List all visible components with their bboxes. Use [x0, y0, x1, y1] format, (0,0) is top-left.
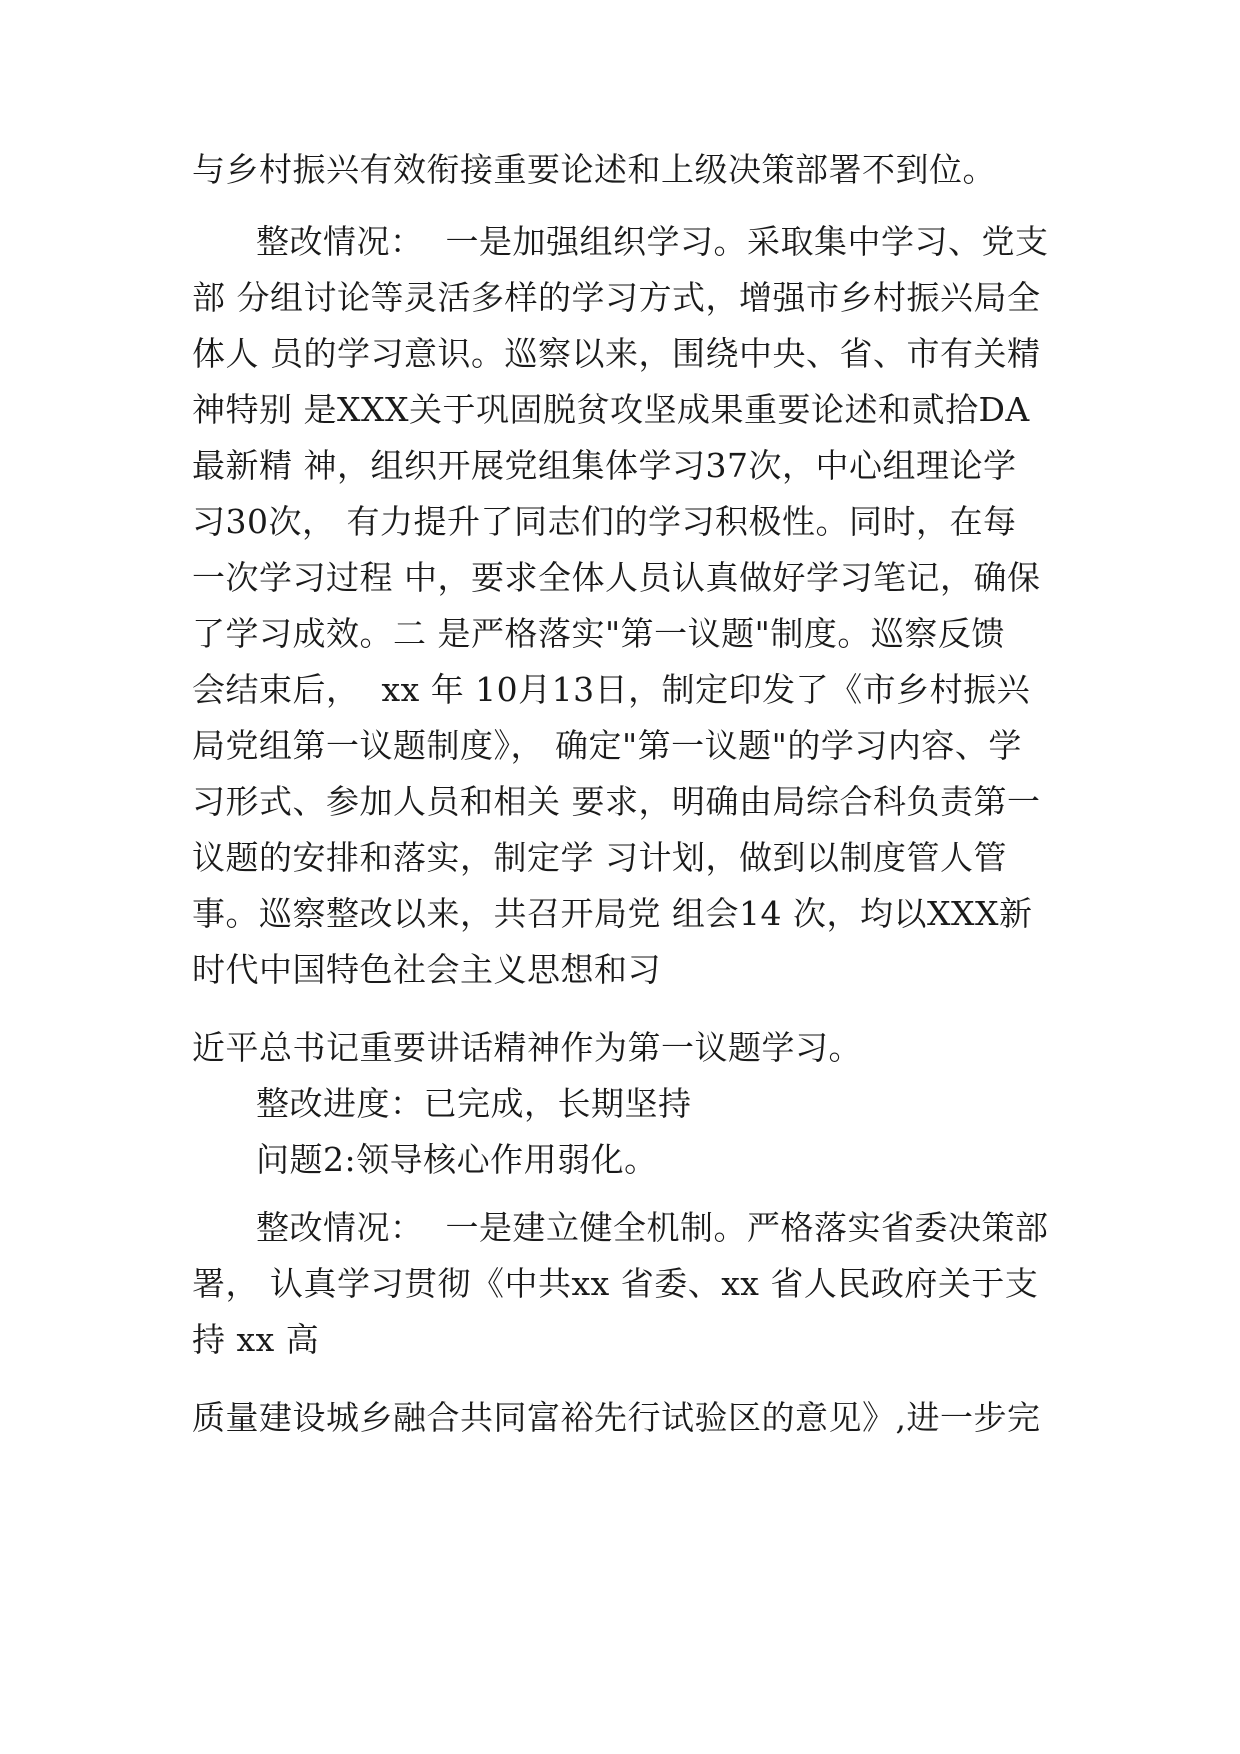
text-line: 近平总书记重要讲话精神作为第一议题学习。: [192, 1028, 862, 1067]
text-line: 习形式、参加人员和相关 要求，明确由局综合科负责第一: [192, 782, 1041, 821]
text-line: 体人 员的学习意识。巡察以来，围绕中央、省、市有关精: [192, 334, 1041, 373]
text-line: 一次学习过程 中，要求全体人员认真做好学习笔记，确保: [192, 558, 1041, 597]
text-line: 局党组第一议题制度》， 确定"第一议题"的学习内容、学: [192, 726, 1022, 765]
text-line: 习30次， 有力提升了同志们的学习积极性。同时，在每: [192, 502, 1017, 541]
text-line: 整改进度：已完成，长期坚持: [256, 1084, 692, 1123]
text-line: 最新精 神，组织开展党组集体学习37次，中心组理论学: [192, 446, 1017, 485]
text-line: 了学习成效。二 是严格落实"第一议题"制度。巡察反馈: [192, 614, 1005, 653]
text-line: 事。巡察整改以来，共召开局党 组会14 次，均以XXX新: [192, 894, 1033, 933]
text-line: 持 xx 高: [192, 1320, 320, 1359]
text-line: 部 分组讨论等灵活多样的学习方式，增强市乡村振兴局全: [192, 278, 1041, 317]
text-line: 与乡村振兴有效衔接重要论述和上级决策部署不到位。: [192, 150, 996, 189]
text-line: 质量建设城乡融合共同富裕先行试验区的意见》,进一步完: [192, 1398, 1041, 1437]
text-line: 神特别 是XXX关于巩固脱贫攻坚成果重要论述和贰拾DA: [192, 390, 1030, 429]
text-line: 整改情况： 一是加强组织学习。采取集中学习、党支: [256, 222, 1049, 261]
text-line: 会结束后， xx 年 10月13日，制定印发了《市乡村振兴: [192, 670, 1031, 709]
text-line: 署， 认真学习贯彻《中共xx 省委、xx 省人民政府关于支: [192, 1264, 1039, 1303]
text-line: 时代中国特色社会主义思想和习: [192, 950, 661, 989]
text-line: 问题2:领导核心作用弱化。: [256, 1140, 658, 1179]
text-line: 整改情况： 一是建立健全机制。严格落实省委决策部: [256, 1208, 1049, 1247]
text-line: 议题的安排和落实，制定学 习计划，做到以制度管人管: [192, 838, 1007, 877]
